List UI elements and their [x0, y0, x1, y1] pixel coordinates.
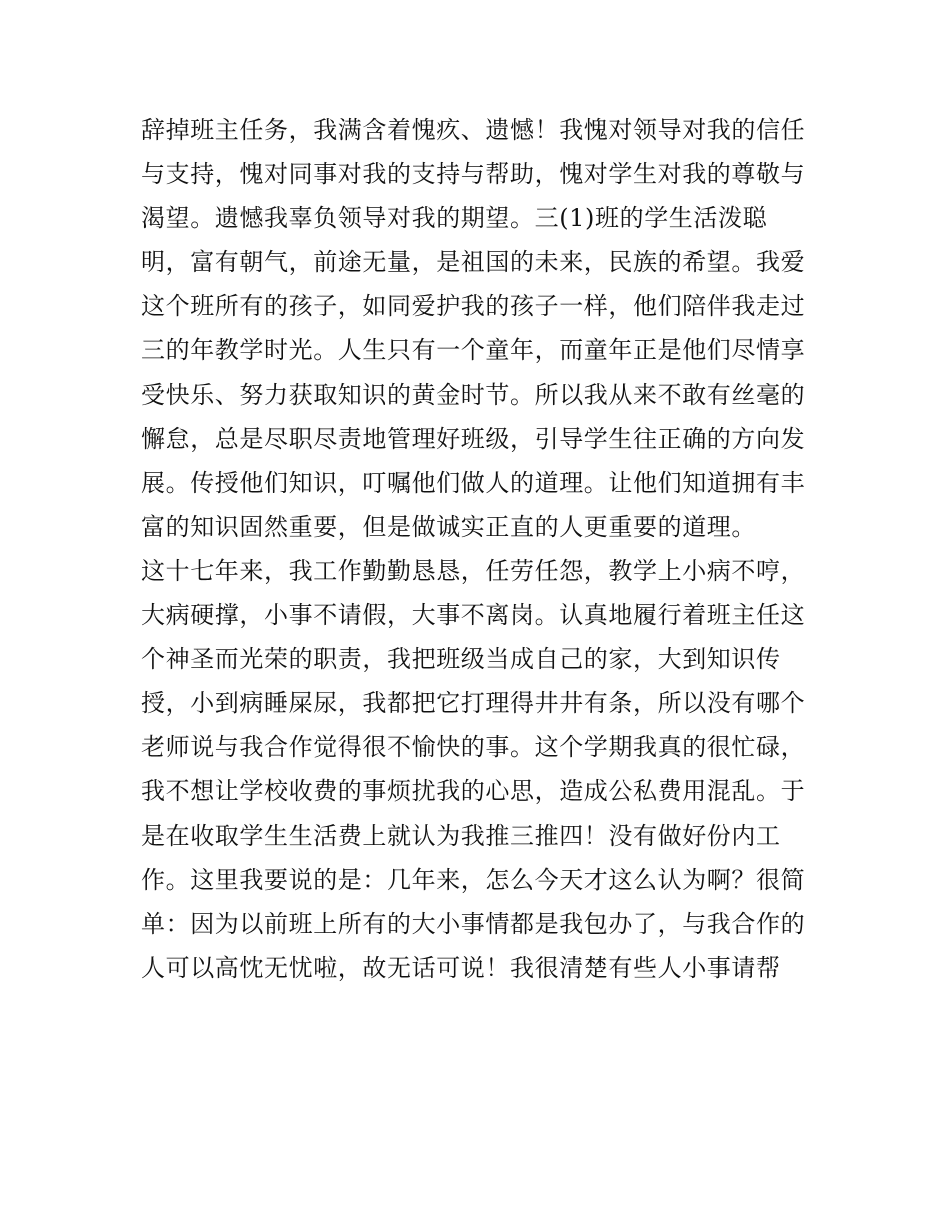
text-line: 受快乐、努力获取知识的黄金时节。所以我从来不敢有丝毫的 [141, 380, 806, 409]
text-line: 个神圣而光荣的职责，我把班级当成自己的家，大到知识传 [141, 645, 781, 674]
text-line: 授，小到病睡屎尿，我都把它打理得井井有条，所以没有哪个 [141, 689, 806, 718]
text-line: 我不想让学校收费的事烦扰我的心思，造成公私费用混乱。于 [141, 777, 806, 806]
text-line: 老师说与我合作觉得很不愉快的事。这个学期我真的很忙碌， [141, 733, 806, 762]
text-line: 与支持，愧对同事对我的支持与帮助，愧对学生对我的尊敬与 [141, 160, 806, 189]
text-line: 明，富有朝气，前途无量，是祖国的未来，民族的希望。我爱 [141, 248, 806, 277]
text-line: 展。传授他们知识，叮嘱他们做人的道理。让他们知道拥有丰 [141, 468, 806, 497]
text-line: 这个班所有的孩子，如同爱护我的孩子一样，他们陪伴我走过 [141, 292, 806, 321]
text-line: 这十七年来，我工作勤勤恳恳，任劳任怨，教学上小病不哼， [141, 556, 806, 585]
text-line: 人可以高忱无忧啦，故无话可说！我很清楚有些人小事请帮 [141, 953, 781, 982]
text-line: 三的年教学时光。人生只有一个童年，而童年正是他们尽情享 [141, 336, 806, 365]
text-line: 懈怠，总是尽职尽责地管理好班级，引导学生往正确的方向发 [141, 424, 806, 453]
body-text [141, 108, 821, 990]
text-line: 作。这里我要说的是：几年来，怎么今天才这么认为啊？很简 [141, 865, 806, 894]
text-line: 富的知识固然重要，但是做诚实正直的人更重要的道理。 [141, 512, 756, 541]
text-line: 单：因为以前班上所有的大小事情都是我包办了，与我合作的 [141, 909, 806, 938]
text-line: 大病硬撑，小事不请假，大事不离岗。认真地履行着班主任这 [141, 601, 806, 630]
text-line: 渴望。遗憾我辜负领导对我的期望。三(1)班的学生活泼聪 [141, 204, 768, 233]
text-line: 是在收取学生生活费上就认为我推三推四！没有做好份内工 [141, 821, 781, 850]
text-line: 辞掉班主任务，我满含着愧疚、遗憾！我愧对领导对我的信任 [141, 116, 806, 144]
